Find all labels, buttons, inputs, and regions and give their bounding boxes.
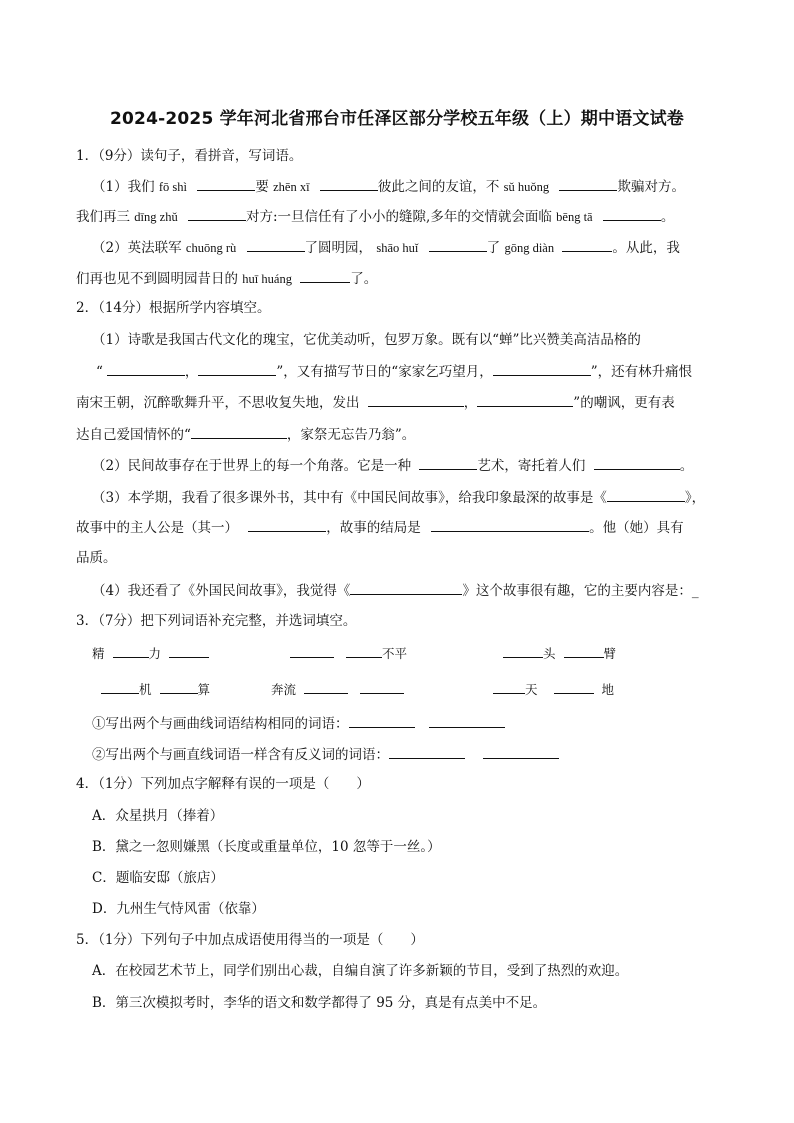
q2-p1-line4 — [76, 424, 415, 445]
answer-blank[interactable] — [389, 744, 465, 759]
q3-heading: 3．（7分）把下列词语补充完整，并选词填空。 — [76, 613, 357, 629]
q5-option-a[interactable]: A．在校园艺术节上，同学们别出心裁，自编自演了许多新颖的节目，受到了热烈的欢迎。 — [92, 963, 629, 979]
answer-blank[interactable] — [349, 713, 415, 728]
answer-blank[interactable] — [429, 237, 487, 252]
text: 南宋王朝，沉醉歌舞升平，不思收复失地，发出 — [76, 395, 360, 411]
answer-blank[interactable] — [191, 424, 287, 439]
q4-option-d[interactable]: D．九州生气恃风雷（依靠） — [92, 901, 265, 917]
text: 不平 — [381, 646, 407, 661]
text: 》这个故事很有趣，它的主要内容是：_ — [462, 583, 699, 599]
pinyin: fō shì — [158, 180, 188, 194]
pinyin: huī huáng — [242, 272, 292, 286]
text: 欺骗对方。 — [617, 179, 685, 195]
word-item-5 — [271, 679, 404, 700]
answer-blank[interactable] — [477, 392, 573, 407]
q4-option-a[interactable]: A．众星拱月（捧着） — [92, 808, 224, 824]
text: ，家祭无忘告乃翁”。 — [286, 427, 416, 443]
pinyin: sǔ huǒng — [503, 180, 550, 194]
answer-blank[interactable] — [169, 643, 209, 658]
q1-line2 — [76, 206, 674, 227]
answer-blank[interactable] — [304, 679, 348, 694]
text: ”，还有林升痛恨 — [590, 364, 693, 380]
answer-blank[interactable] — [198, 361, 276, 376]
answer-blank[interactable] — [559, 176, 617, 191]
text: ①写出两个与画曲线词语结构相同的词语： — [92, 716, 349, 732]
text: ”的嘲讽，更有表 — [573, 395, 675, 411]
pinyin: zhēn xī — [273, 180, 310, 194]
text: 精 — [92, 646, 105, 661]
q2-p1-line2 — [96, 361, 692, 382]
q4-option-b[interactable]: B．黛之一忽则嫌黑（长度或重量单位，10 忽等于一丝。） — [92, 839, 441, 855]
pinyin: chuōng rù — [185, 241, 237, 255]
pinyin: dīng zhǔ — [134, 210, 178, 224]
text: 。他（她）具有 — [589, 520, 684, 536]
q5-option-b[interactable]: B．第三次模拟考时，李华的语文和数学都得了 95 分，真是有点美中不足。 — [92, 995, 547, 1011]
answer-blank[interactable] — [360, 679, 404, 694]
text: 臂 — [603, 646, 617, 661]
word-item-4 — [101, 679, 210, 700]
pinyin: shāo huǐ — [376, 241, 419, 255]
answer-blank[interactable] — [290, 643, 334, 658]
text: ②写出两个与画直线词语一样含有反义词的词语： — [92, 747, 389, 763]
text: 了圆明园， — [304, 240, 373, 256]
q2-p1-line3 — [76, 392, 675, 413]
text: 们再也见不到圆明园昔日的 — [76, 271, 238, 287]
text: 奔流 — [271, 682, 297, 697]
answer-blank[interactable] — [419, 455, 477, 470]
q2-p3-line1 — [92, 487, 705, 508]
pinyin: bēng tā — [556, 210, 593, 224]
text: “ — [96, 364, 103, 380]
text: ”，又有描写节日的“家家乞巧望月， — [276, 364, 493, 380]
q2-p1-line1: （1）诗歌是我国古代文化的瑰宝，它优美动听，包罗万象。既有以“蝉”比兴赞美高洁品格的 — [92, 332, 641, 348]
text: （4）我还看了《外国民间故事》，我觉得《 — [92, 583, 351, 599]
answer-blank[interactable] — [564, 643, 604, 658]
answer-blank[interactable] — [493, 361, 591, 376]
text: ， — [184, 364, 199, 380]
q2-p3-line2 — [76, 517, 684, 538]
text: 对方:一旦信任有了小小的缝隙,多年的交情就会面临 — [246, 209, 552, 225]
answer-blank[interactable] — [248, 517, 326, 532]
text: 我们再三 — [76, 209, 130, 225]
answer-blank[interactable] — [554, 679, 594, 694]
text: （2）民间故事存在于世界上的每一个角落。它是一种 — [92, 458, 412, 474]
text: 头 — [543, 646, 556, 661]
text: ，故事的结局是 — [326, 520, 421, 536]
text: 要 — [255, 179, 269, 195]
answer-blank[interactable] — [429, 713, 505, 728]
answer-blank[interactable] — [503, 643, 543, 658]
answer-blank[interactable] — [197, 176, 255, 191]
text: 。从此，我 — [612, 240, 680, 256]
text: 彼此之间的友谊，不 — [377, 179, 500, 195]
answer-blank[interactable] — [188, 206, 246, 221]
text: 天 — [525, 682, 538, 697]
answer-blank[interactable] — [368, 392, 464, 407]
text: 了 — [486, 240, 501, 256]
q2-p4 — [92, 580, 699, 601]
text: ， — [463, 395, 478, 411]
text: 艺术，寄托着人们 — [477, 458, 586, 474]
q4-option-c[interactable]: C．题临安邸（旅店） — [92, 870, 224, 886]
answer-blank[interactable] — [320, 176, 378, 191]
text: （1）我们 — [92, 179, 155, 195]
answer-blank[interactable] — [483, 744, 559, 759]
answer-blank[interactable] — [350, 580, 462, 595]
text: 。 — [679, 458, 694, 474]
word-item-1 — [92, 643, 209, 664]
q4-heading: 4．（1分）下列加点字解释有误的一项是（ ） — [76, 776, 370, 792]
pinyin: gōng diàn — [504, 241, 555, 255]
q1-line1 — [92, 176, 685, 197]
answer-blank[interactable] — [247, 237, 305, 252]
answer-blank[interactable] — [431, 517, 589, 532]
q3-sub2 — [92, 744, 559, 765]
text: 机 — [139, 682, 152, 697]
text: （3）本学期，我看了很多课外书，其中有《中国民间故事》，给我印象最深的故事是《 — [92, 490, 607, 506]
text: 了。 — [350, 271, 378, 287]
answer-blank[interactable] — [101, 679, 139, 694]
page-title: 2024-2025 学年河北省邢台市任泽区部分学校五年级（上）期中语文试卷 — [109, 109, 684, 129]
text: 地 — [601, 682, 614, 697]
text: 》， — [684, 490, 706, 506]
answer-blank[interactable] — [562, 237, 612, 252]
text: 。 — [660, 209, 675, 225]
text: 故事中的主人公是（其一） — [76, 520, 238, 536]
word-item-6 — [493, 679, 614, 700]
q1-line4 — [76, 268, 377, 289]
text: 力 — [148, 646, 162, 661]
answer-blank[interactable] — [160, 679, 198, 694]
q1-line3 — [92, 237, 680, 258]
text: （2）英法联军 — [92, 240, 182, 256]
q2-heading: 2．（14分）根据所学内容填空。 — [76, 300, 271, 316]
word-item-3 — [503, 643, 616, 664]
answer-blank[interactable] — [113, 643, 149, 658]
q3-sub1 — [92, 713, 505, 734]
text: 算 — [197, 682, 211, 697]
q2-p2 — [92, 455, 693, 476]
answer-blank[interactable] — [607, 487, 685, 502]
text: 达自己爱国情怀的“ — [76, 427, 191, 443]
q1-heading: 1．（9分）读句子，看拼音，写词语。 — [76, 148, 303, 164]
q2-p3-line3: 品质。 — [76, 550, 117, 566]
answer-blank[interactable] — [603, 206, 661, 221]
answer-blank[interactable] — [594, 455, 680, 470]
answer-blank[interactable] — [107, 361, 185, 376]
word-item-2 — [290, 643, 407, 664]
answer-blank[interactable] — [346, 643, 382, 658]
q5-heading: 5．（1分）下列句子中加点成语使用得当的一项是（ ） — [76, 932, 424, 948]
answer-blank[interactable] — [300, 268, 350, 283]
answer-blank[interactable] — [493, 679, 525, 694]
